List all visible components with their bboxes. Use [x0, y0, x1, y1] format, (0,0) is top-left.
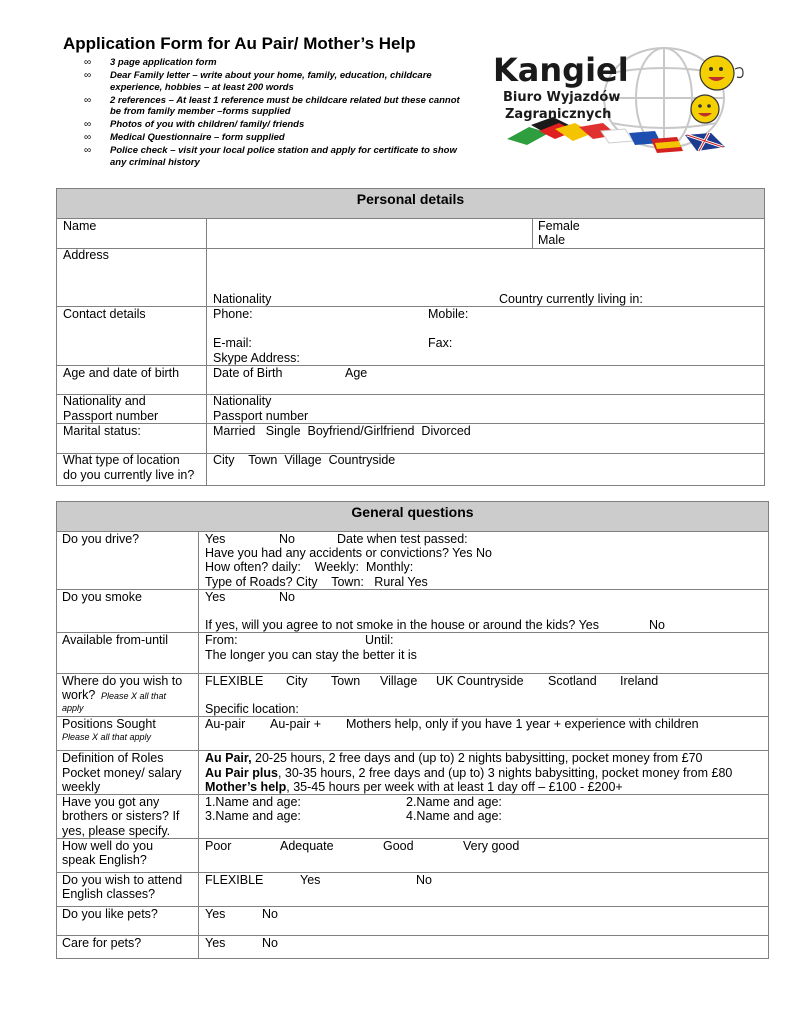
availability-label: Available from-until [62, 633, 169, 647]
positions-note: Please X all that apply [62, 732, 152, 742]
male-option[interactable]: Male [538, 233, 566, 247]
smoke-no-option[interactable]: No [279, 590, 295, 604]
definition-label-2: Pocket money/ salary [62, 766, 182, 780]
care-pets-label: Care for pets? [62, 936, 142, 950]
drive-roads-question[interactable]: Type of Roads? City Town: Rural Yes [205, 575, 428, 589]
mobile-label: Mobile: [428, 307, 469, 321]
definition-aupair-plus: Au Pair plus, 30-35 hours, 2 free days and (up to) 3 nights babysitting, pocket money from £80 [205, 766, 733, 780]
where-note-1: Please X all that [101, 691, 167, 701]
where-option-uk-countryside[interactable]: UK Countryside [436, 674, 524, 688]
classes-option-yes[interactable]: Yes [300, 873, 321, 887]
where-label-2: work? [62, 688, 96, 702]
classes-option-no[interactable]: No [416, 873, 432, 887]
care-pets-yes-option[interactable]: Yes [205, 936, 226, 950]
personal-details-heading: Personal details [356, 191, 465, 207]
nat-pass-label-2: Passport number [63, 409, 159, 423]
location-label-1: What type of location [63, 453, 180, 467]
where-option-village[interactable]: Village [380, 674, 418, 688]
position-aupair-plus[interactable]: Au-pair + [270, 717, 322, 731]
classes-label-1: Do you wish to attend [62, 873, 183, 887]
address-label: Address [63, 248, 109, 262]
classes-option-flexible[interactable]: FLEXIBLE [205, 873, 264, 887]
logo-graphic [489, 43, 751, 159]
location-options[interactable]: City Town Village Countryside [213, 453, 396, 467]
country-label: Country currently living in: [499, 292, 643, 306]
requirement-item: ∞ 2 references – At least 1 reference must be childcare related but these cannot be from family member –forms supplied [84, 95, 470, 118]
name-label: Name [63, 219, 97, 233]
smoke-yes-option[interactable]: Yes [205, 590, 226, 604]
fax-label: Fax: [428, 336, 453, 350]
smoke-label: Do you smoke [62, 590, 142, 604]
requirement-item: ∞ 3 page application form [84, 57, 470, 69]
requirement-item: ∞ Police check – visit your local police station and apply for certificate to show any criminal history [84, 145, 470, 168]
english-label-2: speak English? [62, 853, 147, 867]
where-label-1: Where do you wish to [62, 674, 183, 688]
marital-options[interactable]: Married Single Boyfriend/Girlfriend Divorced [213, 424, 471, 438]
drive-frequency-question[interactable]: How often? daily: Weekly: Monthly: [205, 560, 414, 574]
smoke-question[interactable]: If yes, will you agree to not smoke in the house or around the kids? Yes [205, 618, 599, 632]
email-label: E-mail: [213, 336, 252, 350]
requirements-list [84, 57, 470, 170]
pets-yes-option[interactable]: Yes [205, 907, 226, 921]
logo-line2: Zagranicznych [505, 107, 612, 122]
kangiel-logo [489, 43, 751, 159]
dob-label: Date of Birth [213, 366, 283, 380]
drive-label: Do you drive? [62, 532, 140, 546]
nat-pass-label-1: Nationality and [63, 394, 146, 408]
sibling-1-label: 1.Name and age: [205, 795, 301, 809]
drive-date-label: Date when test passed: [337, 532, 468, 546]
sibling-3-label: 3.Name and age: [205, 809, 301, 823]
siblings-label-2: brothers or sisters? If [62, 809, 180, 823]
nationality-label: Nationality [213, 292, 272, 306]
general-questions-heading: General questions [351, 504, 474, 520]
english-label-1: How well do you [62, 839, 154, 853]
personal-details-header [56, 188, 765, 219]
position-aupair[interactable]: Au-pair [205, 717, 246, 731]
phone-label: Phone: [213, 307, 253, 321]
where-option-town[interactable]: Town [331, 674, 361, 688]
english-option-adequate[interactable]: Adequate [280, 839, 334, 853]
positions-label: Positions Sought [62, 717, 156, 731]
logo-line1: Biuro Wyjazdów [503, 90, 621, 105]
pets-label: Do you like pets? [62, 907, 158, 921]
skype-label: Skype Address: [213, 351, 300, 365]
siblings-label-1: Have you got any [62, 795, 160, 809]
where-option-flexible[interactable]: FLEXIBLE [205, 674, 264, 688]
smoke-question-no[interactable]: No [649, 618, 665, 632]
english-option-good[interactable]: Good [383, 839, 414, 853]
classes-label-2: English classes? [62, 887, 156, 901]
specific-location-label: Specific location: [205, 702, 299, 716]
sibling-2-label: 2.Name and age: [406, 795, 502, 809]
form-title: Application Form for Au Pair/ Mother’s Help [63, 34, 416, 53]
definition-aupair: Au Pair, 20-25 hours, 2 free days and (up to) 2 nights babysitting, pocket money from £70 [205, 751, 703, 765]
where-option-scotland[interactable]: Scotland [548, 674, 597, 688]
drive-no-option[interactable]: No [279, 532, 295, 546]
nationality2-label: Nationality [213, 394, 272, 408]
where-option-ireland[interactable]: Ireland [620, 674, 659, 688]
position-mothers-help[interactable]: Mothers help, only if you have 1 year + experience with children [346, 717, 699, 731]
requirement-item: ∞ Photos of you with children/ family/ friends [84, 119, 470, 131]
where-option-city[interactable]: City [286, 674, 308, 688]
general-questions-header [56, 501, 769, 532]
requirement-item: ∞ Dear Family letter – write about your home, family, education, childcare experience, hobbies – at least 200 words [84, 70, 470, 93]
requirement-item: ∞ Medical Questionnaire – form supplied [84, 132, 470, 144]
definition-label-3: weekly [62, 780, 101, 794]
contact-label: Contact details [63, 307, 146, 321]
siblings-label-3: yes, please specify. [62, 824, 171, 838]
english-option-very-good[interactable]: Very good [463, 839, 520, 853]
age-field-label: Age [345, 366, 368, 380]
until-label: Until: [365, 633, 394, 647]
definition-label-1: Definition of Roles [62, 751, 164, 765]
pets-no-option[interactable]: No [262, 907, 278, 921]
where-note-2: apply [62, 703, 84, 713]
sibling-4-label: 4.Name and age: [406, 809, 502, 823]
care-pets-no-option[interactable]: No [262, 936, 278, 950]
age-label: Age and date of birth [63, 366, 180, 380]
availability-note: The longer you can stay the better it is [205, 648, 417, 662]
drive-yes-option[interactable]: Yes [205, 532, 226, 546]
english-option-poor[interactable]: Poor [205, 839, 232, 853]
definition-mothers-help: Mother’s help, 35-45 hours per week with at least 1 day off – £100 - £200+ [205, 780, 623, 794]
female-option[interactable]: Female [538, 219, 580, 233]
drive-accidents-question[interactable]: Have you had any accidents or convictions? Yes No [205, 546, 492, 560]
marital-label: Marital status: [63, 424, 141, 438]
from-label: From: [205, 633, 238, 647]
logo-name: Kangiel [493, 51, 629, 89]
location-label-2: do you currently live in? [63, 468, 195, 482]
passport-label: Passport number [213, 409, 309, 423]
